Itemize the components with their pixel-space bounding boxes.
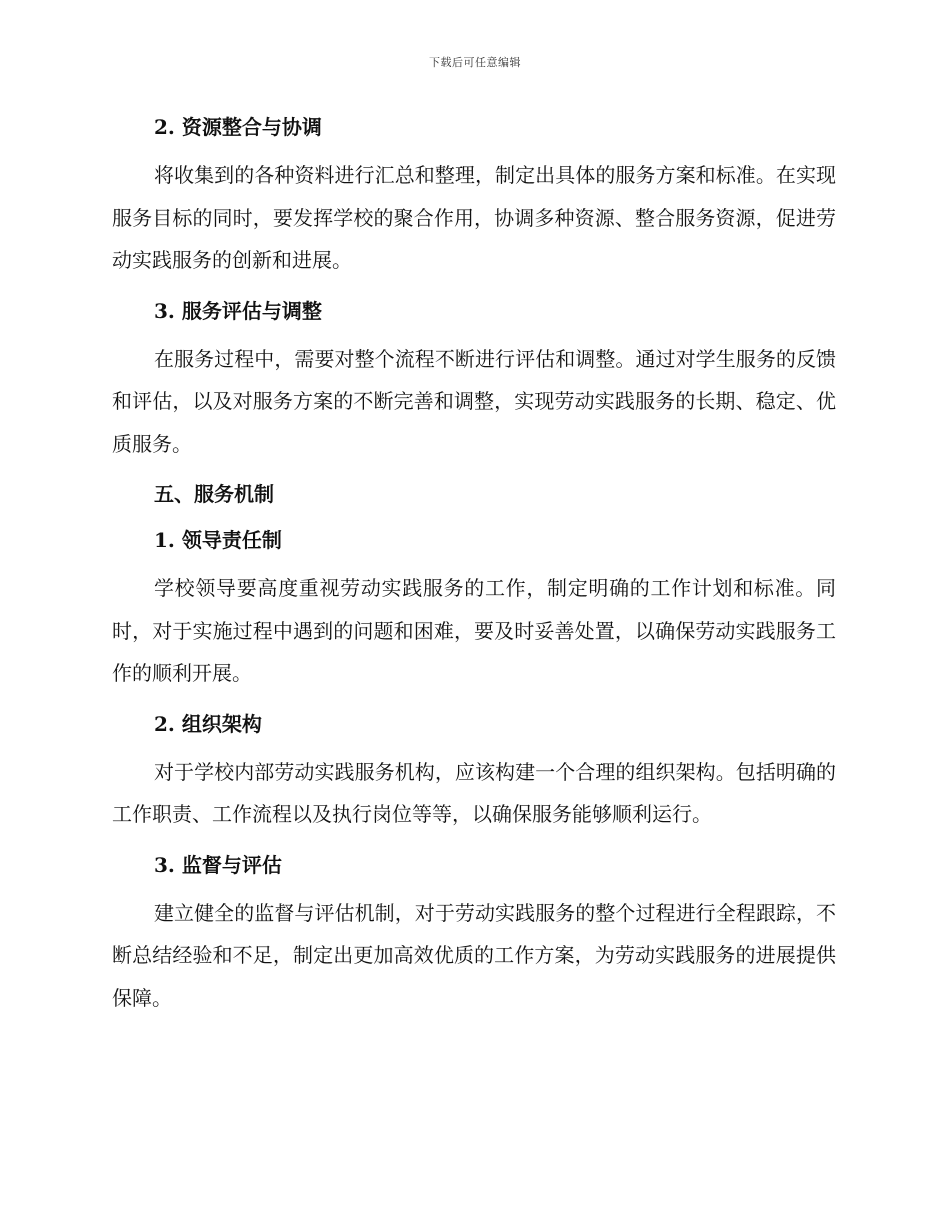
section-heading-resource-integration: 2. 资源整合与协调 (154, 115, 322, 139)
paragraph-leadership-responsibility: 学校领导要高度重视劳动实践服务的工作，制定明确的工作计划和标准。同时，对于实施过程中遇到的问题和困难，要及时妥善处置，以确保劳动实践服务工作的顺利开展。 (112, 576, 836, 685)
section-heading-supervision-evaluation: 3. 监督与评估 (154, 852, 282, 877)
paragraph-supervision-evaluation: 建立健全的监督与评估机制，对于劳动实践服务的整个过程进行全程跟踪，不断总结经验和不足，制定出更加高效优质的工作方案，为劳动实践服务的进展提供保障。 (112, 900, 836, 1010)
paragraph-organization-structure: 对于学校内部劳动实践服务机构，应该构建一个合理的组织架构。包括明确的工作职责、工作流程以及执行岗位等等，以确保服务能够顺利运行。 (112, 759, 836, 826)
chapter-heading-service-mechanism: 五、服务机制 (154, 482, 274, 506)
document-body (112, 108, 836, 1029)
section-heading-service-evaluation: 3. 服务评估与调整 (154, 298, 322, 323)
page-header: 下载后可任意编辑 (429, 56, 521, 69)
section-heading-organization-structure: 2. 组织架构 (154, 711, 262, 736)
section-heading-leadership-responsibility: 1. 领导责任制 (154, 528, 282, 552)
paragraph-service-evaluation: 在服务过程中，需要对整个流程不断进行评估和调整。通过对学生服务的反馈和评估，以及对服务方案的不断完善和调整，实现劳动实践服务的长期、稳定、优质服务。 (112, 346, 836, 456)
paragraph-resource-integration: 将收集到的各种资料进行汇总和整理，制定出具体的服务方案和标准。在实现服务目标的同时，要发挥学校的聚合作用，协调多种资源、整合服务资源，促进劳动实践服务的创新和进展。 (112, 163, 836, 272)
